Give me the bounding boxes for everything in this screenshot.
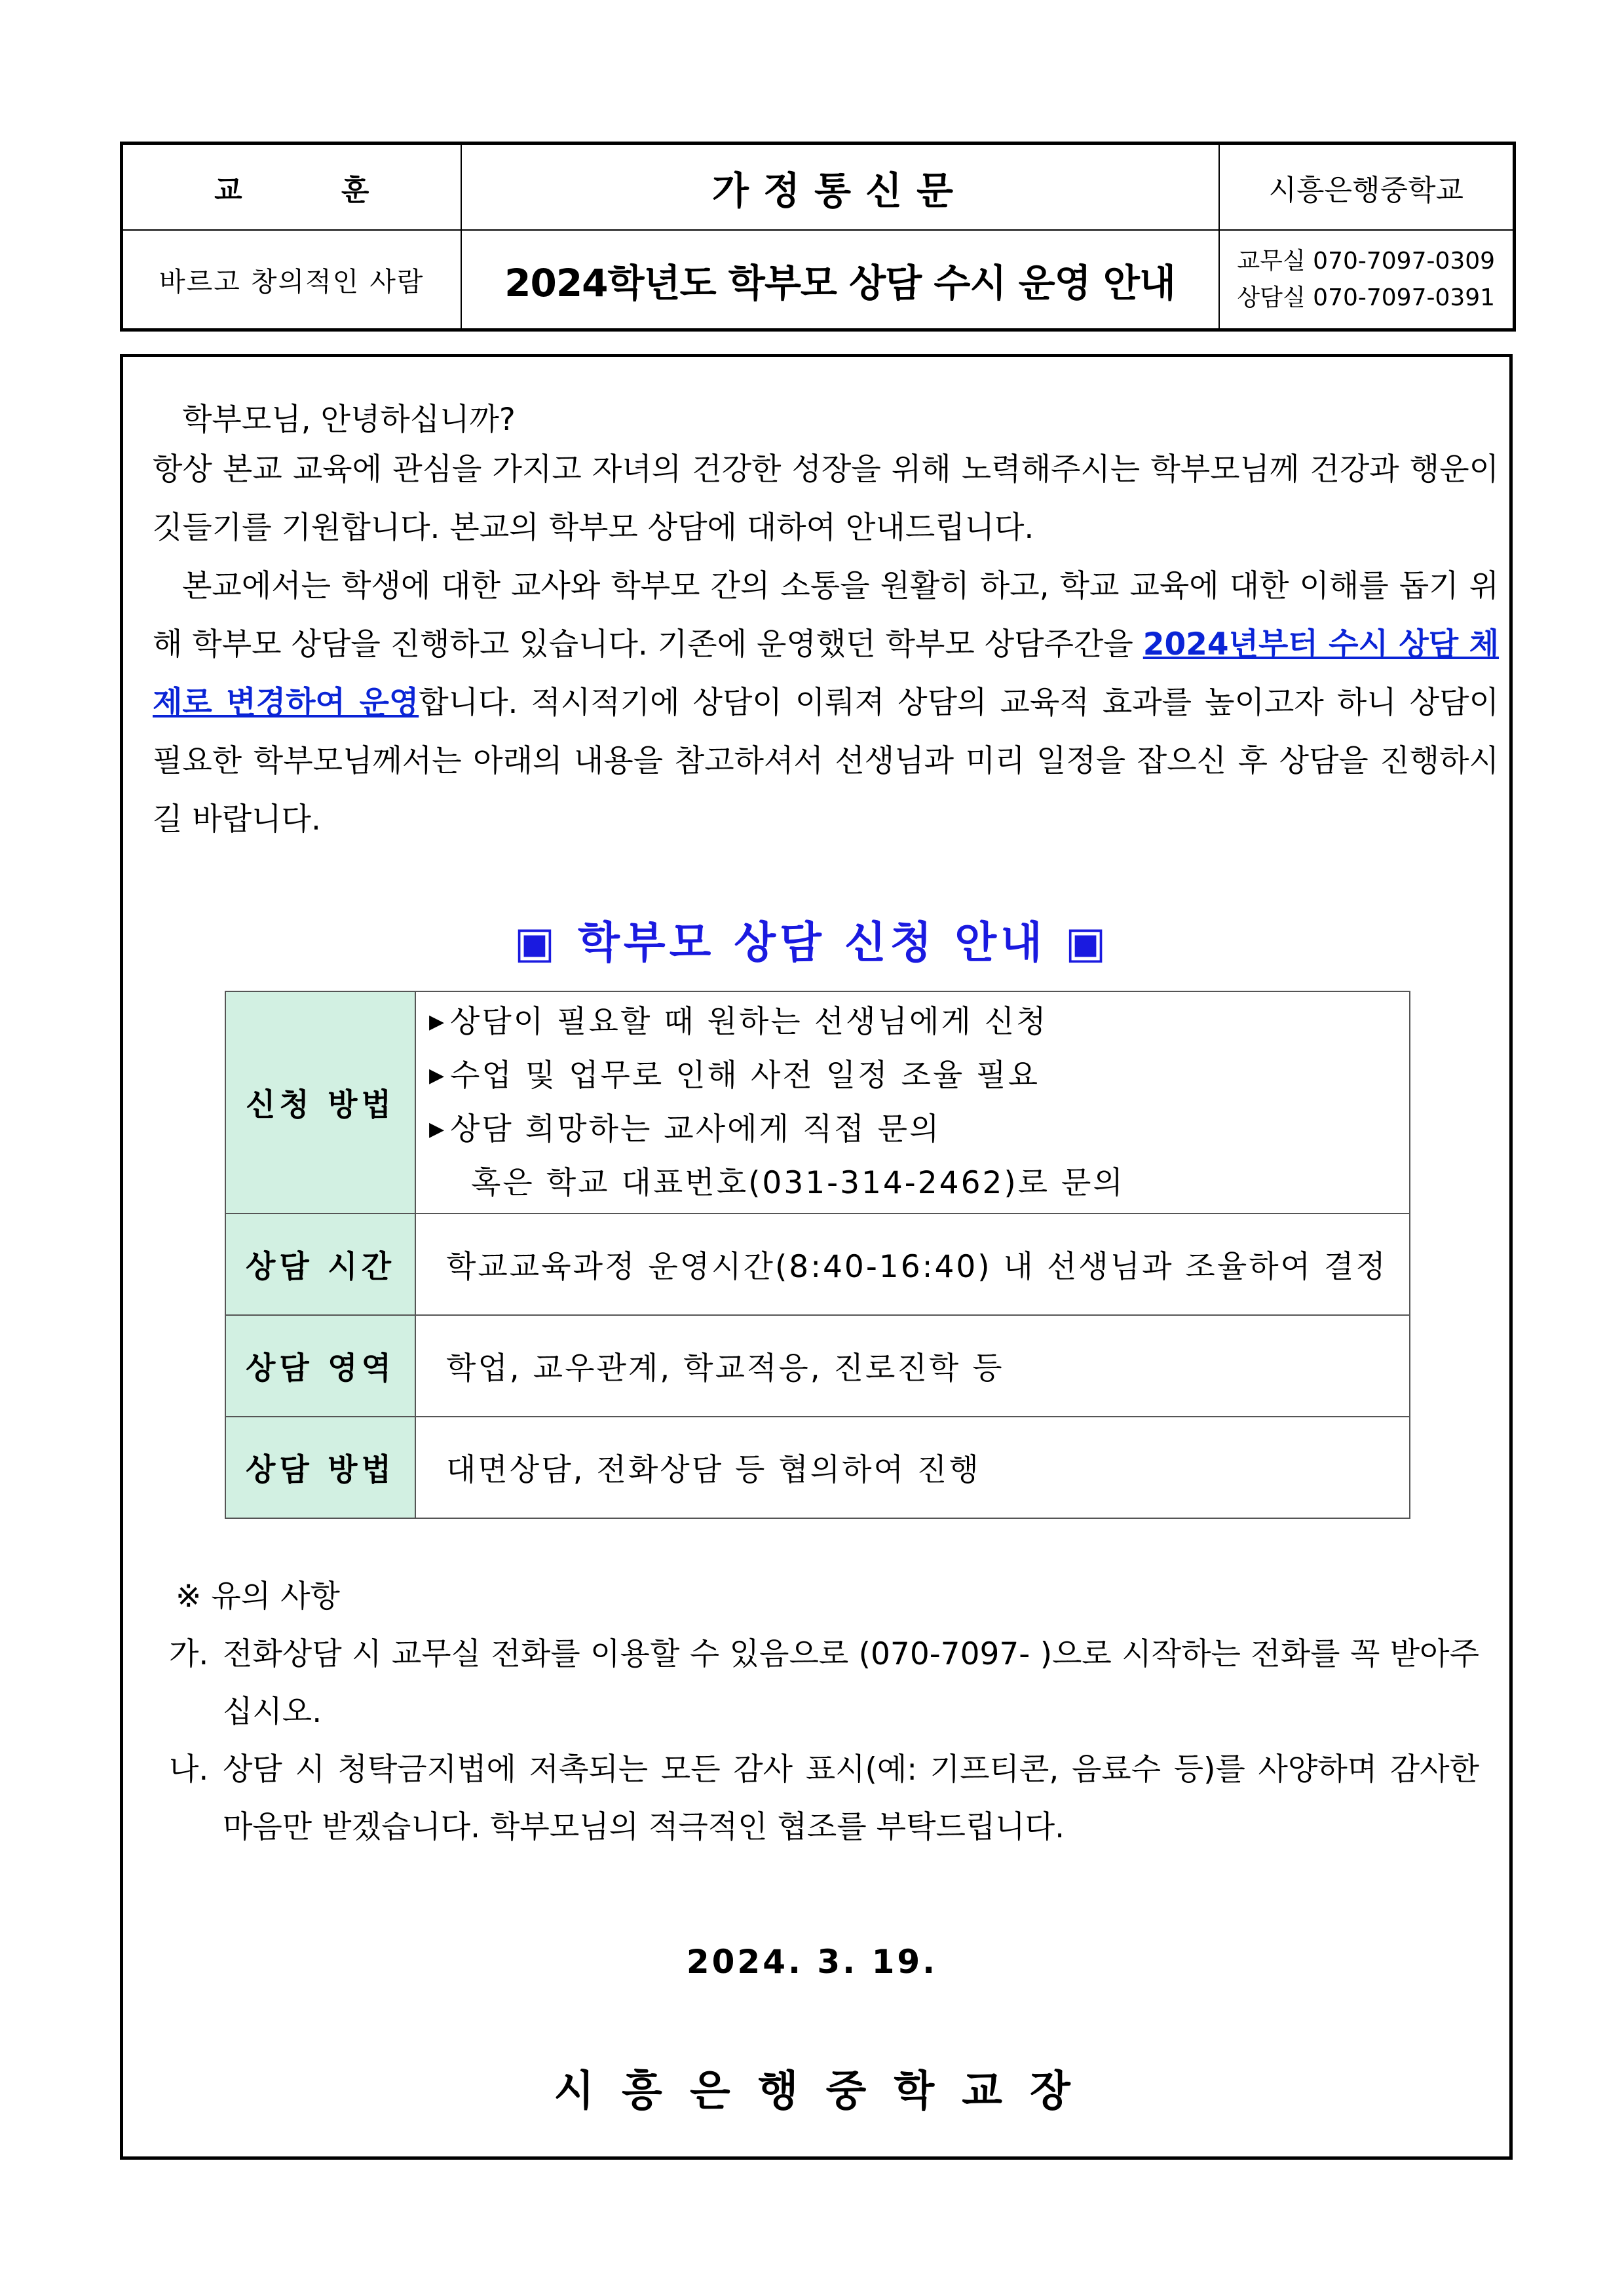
time-value: 학교교육과정 운영시간(8:40-16:40) 내 선생님과 조율하여 결정 bbox=[415, 1214, 1410, 1315]
doc-type-title: 가정통신문 bbox=[461, 144, 1219, 231]
table-row bbox=[225, 1214, 1410, 1315]
area-label: 상담 영역 bbox=[225, 1315, 415, 1417]
document-subject: 2024학년도 학부모 상담 수시 운영 안내 bbox=[461, 230, 1219, 330]
triangle-bullet-icon: ▶ bbox=[429, 1063, 447, 1087]
method-value bbox=[415, 991, 1410, 1214]
notice-paragraph bbox=[153, 557, 1499, 849]
header-table bbox=[120, 142, 1516, 332]
notes-section bbox=[169, 1568, 1479, 1856]
principal-signature: 시흥은행중학교장 bbox=[554, 2067, 1098, 2116]
section-title: ▣ 학부모 상담 신청 안내 ▣ bbox=[514, 917, 1110, 968]
intro-paragraph: 항상 본교 교육에 관심을 가지고 자녀의 건강한 성장을 위해 노력해주시는 학부모님께 건강과 행운이 깃들기를 기원합니다. 본교의 학부모 상담에 대하여 안내드립니다. bbox=[153, 451, 1499, 546]
note-item bbox=[169, 1741, 1479, 1856]
notes-title: ※ 유의 사항 bbox=[176, 1578, 340, 1615]
table-row bbox=[225, 1417, 1410, 1518]
way-value: 대면상담, 전화상담 등 협의하여 진행 bbox=[415, 1417, 1410, 1518]
triangle-bullet-icon: ▶ bbox=[429, 1010, 447, 1033]
table-row bbox=[225, 991, 1410, 1214]
table-row bbox=[225, 1315, 1410, 1417]
note-marker: 가. bbox=[169, 1636, 209, 1672]
note-item bbox=[169, 1626, 1479, 1741]
notice-text-after: 합니다. 적시적기에 상담이 이뤄져 상담의 교육적 효과를 높이고자 하니 상담이 필요한 학부모님께서는 아래의 내용을 참고하셔서 선생님과 미리 일정을 잡으신 후 상담을 진행하시길 바랍니다. bbox=[153, 685, 1499, 837]
phone-counsel: 상담실 070-7097-0391 bbox=[1237, 284, 1496, 311]
note-text: 상담 시 청탁금지법에 저촉되는 모든 감사 표시(예: 기프티콘, 음료수 등)를 사양하며 감사한 마음만 받겠습니다. 학부모님의 적극적인 협조를 부탁드립니다. bbox=[223, 1751, 1479, 1845]
greeting: 학부모님, 안녕하십니까? bbox=[182, 402, 516, 438]
list-item: ▶ 상담이 필요할 때 원하는 선생님에게 신청 bbox=[429, 995, 1408, 1049]
contact-phones bbox=[1219, 230, 1515, 330]
school-motto: 바르고 창의적인 사람 bbox=[122, 230, 461, 330]
way-label: 상담 방법 bbox=[225, 1417, 415, 1518]
notice-text-before: 본교에서는 학생에 대한 교사와 학부모 간의 소통을 원활히 하고, 학교 교육에 대한 이해를 돕기 위해 학부모 상담을 진행하고 있습니다. 기존에 운영했던 학부모 상담주간을 bbox=[153, 568, 1499, 662]
note-text: 전화상담 시 교무실 전화를 이용할 수 있음으로 (070-7097- )으로 시작하는 전화를 꼭 받아주십시오. bbox=[223, 1636, 1479, 1730]
triangle-bullet-icon: ▶ bbox=[429, 1117, 447, 1141]
area-value: 학업, 교우관계, 학교적응, 진로진학 등 bbox=[415, 1315, 1410, 1417]
school-name: 시흥은행중학교 bbox=[1219, 144, 1515, 231]
time-label: 상담 시간 bbox=[225, 1214, 415, 1315]
emphasized-change-text: 2024년부터 수시 상담 체제로 변경하여 운영 bbox=[153, 626, 1499, 721]
list-item: ▶ 상담 희망하는 교사에게 직접 문의 bbox=[429, 1103, 1408, 1157]
counsel-info-table bbox=[225, 991, 1410, 1519]
phone-office: 교무실 070-7097-0309 bbox=[1237, 247, 1496, 275]
issue-date: 2024. 3. 19. bbox=[686, 1943, 938, 1981]
method-list bbox=[429, 995, 1408, 1210]
motto-label: 교 훈 bbox=[122, 144, 461, 231]
note-marker: 나. bbox=[169, 1751, 209, 1788]
list-item-continuation: 혹은 학교 대표번호(031-314-2462)로 문의 bbox=[471, 1164, 1125, 1201]
method-label: 신청 방법 bbox=[225, 991, 415, 1214]
list-item: ▶ 수업 및 업무로 인해 사전 일정 조율 필요 bbox=[429, 1049, 1408, 1103]
